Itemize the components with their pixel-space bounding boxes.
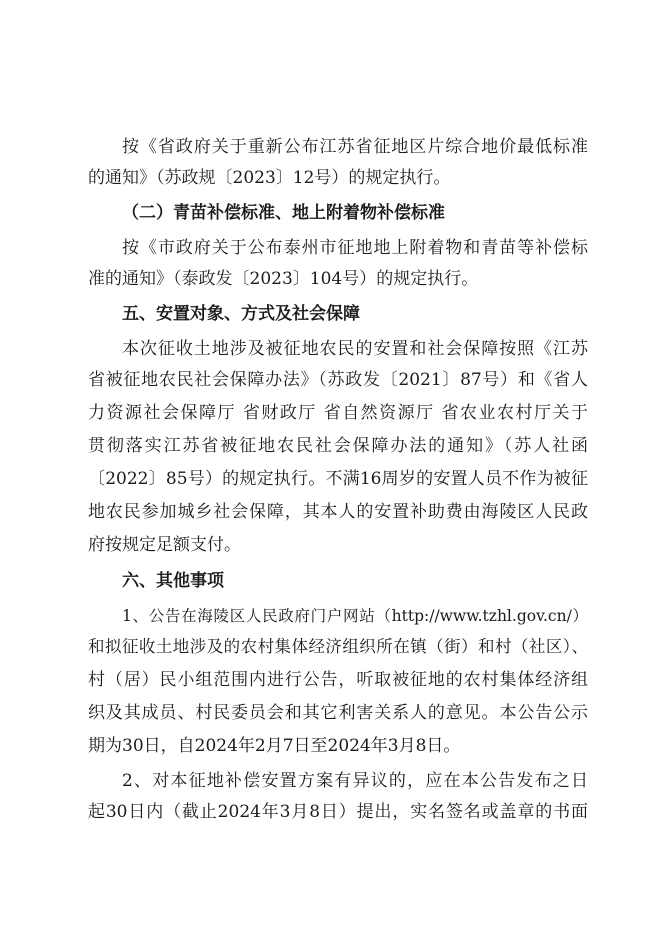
text-line: 力资源社会保障厅 省财政厅 省自然资源厅 省农业农村厅关于	[88, 403, 588, 423]
text-line: 1、公告在海陵区人民政府门户网站（http://www.tzhl.gov.cn/）	[122, 607, 588, 625]
text-line: 和拟征收土地涉及的农村集体经济组织所在镇（街）和村（社区）、	[88, 637, 588, 656]
text-line: 期为30日，自2024年2月7日至2024年3月8日。	[88, 736, 461, 756]
text-line: 的通知》（苏政规〔2023〕12号）的规定执行。	[88, 168, 451, 188]
text-line: 2、对本征地补偿安置方案有异议的，应在本公告发布之日	[122, 771, 588, 791]
section-subheading: （二）青苗补偿标准、地上附着物补偿标准	[122, 203, 445, 223]
text-line: 本次征收土地涉及被征地农民的安置和社会保障按照《江苏	[122, 339, 588, 359]
text-line: 织及其成员、村民委员会和其它利害关系人的意见。本公告公示	[88, 703, 588, 723]
text-line: 按《省政府关于重新公布江苏省征地区片综合地价最低标准	[122, 137, 588, 157]
text-line: 省被征地农民社会保障办法》（苏政发〔2021〕87号）和《省人	[88, 370, 588, 390]
text-line: 〔2022〕85号）的规定执行。不满16周岁的安置人员不作为被征	[88, 469, 588, 489]
text-line: 起30日内（截止2024年3月8日）提出，实名签名或盖章的书面	[88, 802, 588, 822]
text-line: 村（居）民小组范围内进行公告，听取被征地的农村集体经济组	[88, 670, 588, 690]
section-heading: 五、安置对象、方式及社会保障	[122, 304, 360, 324]
text-line: 准的通知》（泰政发〔2023〕104号）的规定执行。	[88, 269, 479, 289]
text-line: 按《市政府关于公布泰州市征地地上附着物和青苗等补偿标	[122, 238, 588, 258]
text-line: 地农民参加城乡社会保障，其本人的安置补助费由海陵区人民政	[88, 502, 588, 522]
section-heading: 六、其他事项	[122, 571, 224, 591]
text-line: 府按规定足额支付。	[88, 535, 241, 555]
text-line: 贯彻落实江苏省被征地农民社会保障办法的通知》（苏人社函	[88, 436, 588, 456]
